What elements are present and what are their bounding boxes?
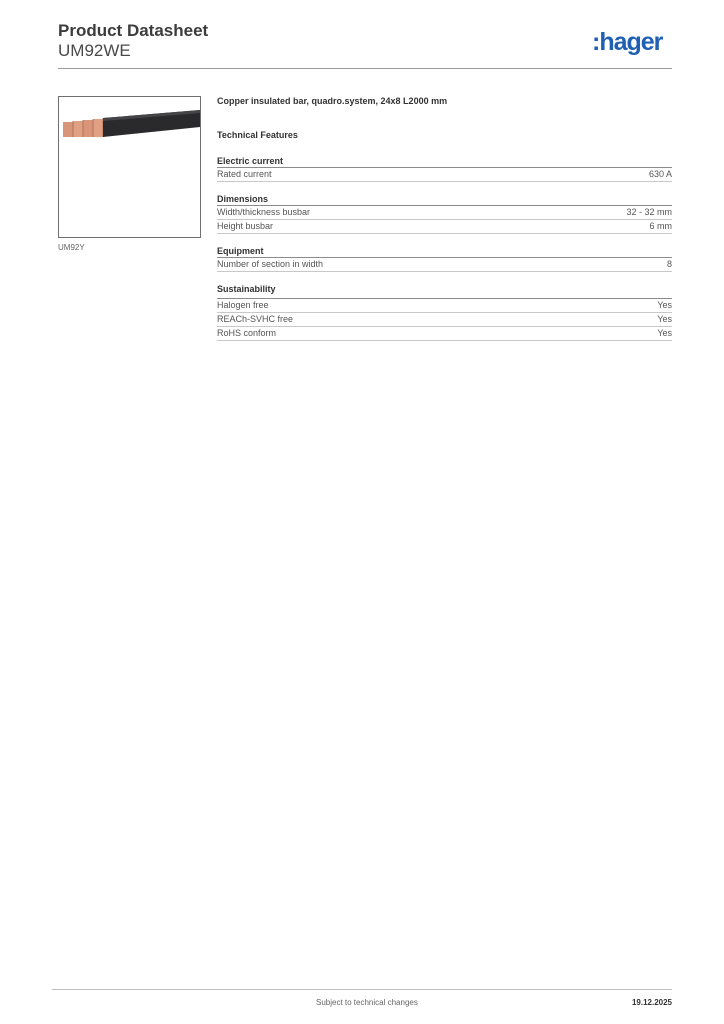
- product-code: UM92WE: [58, 41, 131, 60]
- spec-row: [217, 206, 672, 220]
- section-equipment: [217, 246, 672, 272]
- footer-divider: [52, 989, 672, 990]
- section-electric-current: [217, 156, 672, 182]
- spec-row: [217, 220, 672, 234]
- footer-date: 19.12.2025: [631, 998, 672, 1007]
- section-title: Equipment: [217, 246, 672, 258]
- spec-value: 630 A: [648, 169, 672, 179]
- spec-row: [217, 258, 672, 272]
- hager-logo-text: :hager: [592, 28, 663, 56]
- copper-segment-2: [73, 121, 83, 137]
- spec-value: 8: [666, 259, 672, 269]
- technical-features-heading: Technical Features: [217, 130, 298, 140]
- spec-row: [217, 313, 672, 327]
- spec-label: REACh-SVHC free: [217, 314, 294, 324]
- spec-label: Rated current: [217, 169, 272, 179]
- copper-segment-4: [93, 119, 103, 137]
- spec-value: 32 - 32 mm: [626, 207, 672, 217]
- header-divider: [58, 68, 672, 69]
- spec-label: Halogen free: [217, 300, 269, 310]
- section-title: Sustainability: [217, 284, 672, 299]
- spec-value: 6 mm: [649, 221, 672, 231]
- hager-logo: [592, 28, 676, 58]
- spec-row: [217, 168, 672, 182]
- section-sustainability: [217, 284, 672, 341]
- busbar-product-image: [59, 97, 200, 237]
- product-image-frame: [58, 96, 201, 238]
- document-header: [58, 21, 208, 61]
- section-title: Electric current: [217, 156, 672, 168]
- spec-row: [217, 327, 672, 341]
- spec-label: RoHS conform: [217, 328, 277, 338]
- copper-segment-1: [63, 122, 73, 137]
- footer-note: Subject to technical changes: [316, 998, 418, 1007]
- spec-label: Width/thickness busbar: [217, 207, 311, 217]
- product-description: Copper insulated bar, quadro.system, 24x8 L2000 mm: [217, 96, 448, 106]
- document-title: Product Datasheet: [58, 21, 209, 40]
- spec-value: Yes: [657, 328, 672, 338]
- copper-segment-3: [83, 120, 93, 137]
- spec-label: Height busbar: [217, 221, 274, 231]
- section-dimensions: [217, 194, 672, 234]
- image-caption: UM92Y: [58, 243, 85, 252]
- section-title: Dimensions: [217, 194, 672, 206]
- spec-label: Number of section in width: [217, 259, 324, 269]
- datasheet-content: [217, 96, 672, 353]
- spec-value: Yes: [657, 300, 672, 310]
- spec-value: Yes: [657, 314, 672, 324]
- spec-row: [217, 299, 672, 313]
